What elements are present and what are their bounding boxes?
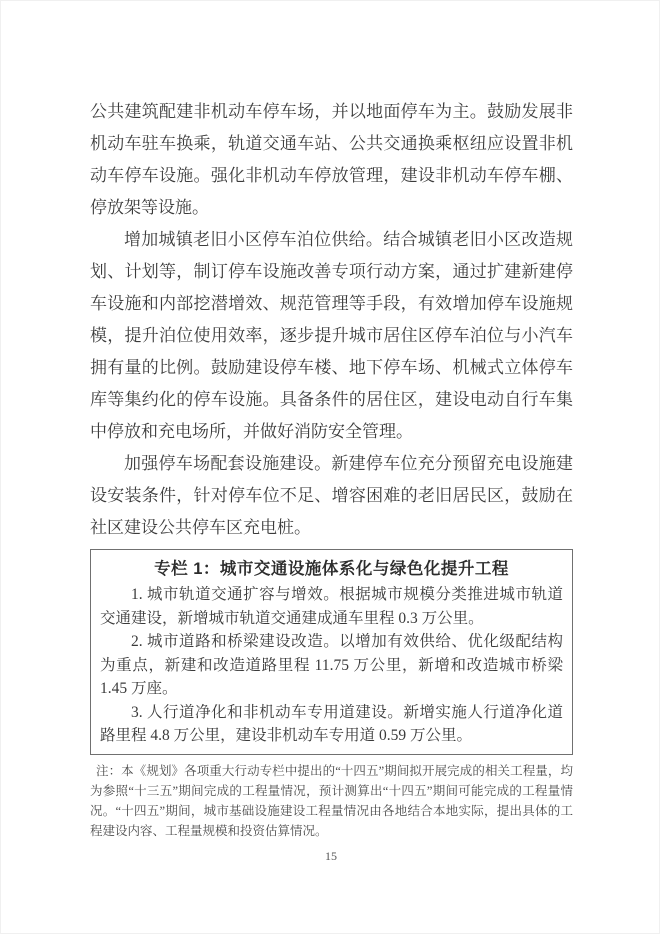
body-paragraph-3: 加强停车场配套设施建设。新建停车位充分预留充电设施建设安装条件，针对停车位不足、增容困难的老旧居民区，鼓励在社区建设公共停车区充电桩。: [90, 454, 573, 537]
footnote: 注：本《规划》各项重大行动专栏中提出的“十四五”期间拟开展完成的相关工程量，均为参照“十三五”期间完成的工程量情况，预计测算出“十四五”期间可能完成的工程量情况。“十四五”期间，城市基础设施建设工程量情况由各地结合本地实际，提出具体的工程建设内容、工程量规模和投资估算情况。: [90, 763, 573, 838]
column-1-box-title: 专栏 1：城市交通设施体系化与绿色化提升工程: [154, 560, 509, 578]
page-number: 15: [325, 849, 337, 863]
column-1-box-item-2: 2. 城市道路和桥梁建设改造。以增加有效供给、优化级配结构为重点，新建和改造道路里程 11.75 万公里，新增和改造城市桥梁 1.45 万座。: [100, 633, 563, 697]
column-1-box: [90, 549, 573, 755]
page-content: [90, 96, 573, 841]
body-paragraph-1: 公共建筑配建非机动车停车场，并以地面停车为主。鼓励发展非机动车驻车换乘，轨道交通车站、公共交通换乘枢纽应设置非机动车停车设施。强化非机动车停放管理，建设非机动车停车棚、停放架等设施。: [90, 102, 573, 217]
body-paragraph-2: 增加城镇老旧小区停车泊位供给。结合城镇老旧小区改造规划、计划等，制订停车设施改善专项行动方案，通过扩建新建停车设施和内部挖潜增效、规范管理等手段，有效增加停车设施规模，提升泊位使用效率，逐步提升城市居住区停车泊位与小汽车拥有量的比例。鼓励建设停车楼、地下停车场、机械式立体停车库等集约化的停车设施。具备条件的居住区，建设电动自行车集中停放和充电场所，并做好消防安全管理。: [90, 230, 573, 441]
column-1-box-item-1: 1. 城市轨道交通扩容与增效。根据城市规模分类推进城市轨道交通建设，新增城市轨道交通建成通车里程 0.3 万公里。: [100, 586, 563, 627]
column-1-box-item-3: 3. 人行道净化和非机动车专用道建设。新增实施人行道净化道路里程 4.8 万公里，建设非机动车专用道 0.59 万公里。: [100, 703, 563, 744]
